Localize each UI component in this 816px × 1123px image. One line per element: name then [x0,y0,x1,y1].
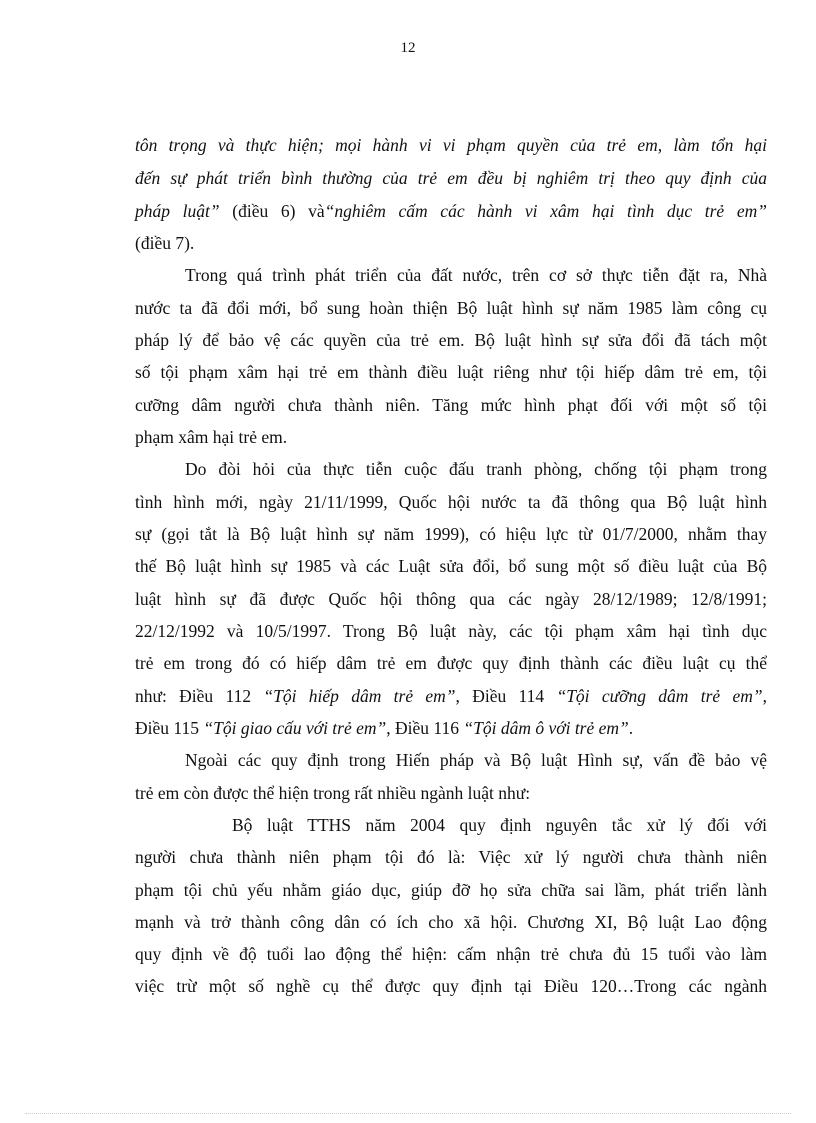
page-bottom-rule [25,1113,791,1114]
text-line [135,782,767,804]
text-line [185,749,767,771]
text-segment: Trong quá trình phát triển của đất nước, trên cơ sở thực tiễn đặt ra, Nhà [185,265,767,285]
text-segment: mạnh và trở thành công dân có ích cho xã hội. Chương XI, Bộ luật Lao động [135,912,767,932]
text-segment: (điều 6) và [219,201,325,221]
page-number: 12 [400,40,416,56]
text-segment: phạm tội chủ yếu nhằm giáo dục, giúp đỡ họ sửa chữa sai lầm, phát triển lành [135,880,767,900]
italic-text-segment: “Tội cưỡng dâm trẻ em” [556,686,763,706]
italic-text-segment: “Tội hiếp dâm trẻ em” [263,686,456,706]
italic-text-segment: đến sự phát triển bình thường của trẻ em đều bị nghiêm trị theo quy định của [135,168,767,188]
text-segment: như: Điều 112 [135,686,264,706]
text-segment: luật hình sự đã được Quốc hội thông qua các ngày 28/12/1989; 12/8/1991; [135,589,767,609]
italic-text-segment: pháp luật” [135,201,220,221]
text-line [135,911,767,933]
text-line [185,264,767,286]
text-line [135,361,767,383]
text-segment: Bộ luật TTHS năm 2004 quy định nguyên tắc xử lý đối với [232,815,767,835]
text-segment: , Điều 116 [386,718,464,738]
text-segment: phạm xâm hại trẻ em. [135,427,288,447]
italic-text-segment: “Tội dâm ô với trẻ em” [463,718,629,738]
text-line [135,329,767,351]
text-segment: (điều 7). [135,233,195,253]
text-line [135,685,767,707]
text-line [135,200,767,222]
text-segment: , Điều 114 [455,686,557,706]
text-segment: trẻ em còn được thể hiện trong rất nhiều ngành luật như: [135,783,531,803]
text-line [135,297,767,319]
italic-text-segment: “Tội giao cấu với trẻ em” [203,718,387,738]
text-segment: người chưa thành niên phạm tội đó là: Việc xử lý người chưa thành niên [135,847,767,867]
text-segment: cưỡng dâm người chưa thành niên. Tăng mức hình phạt đối với một số tội [135,395,767,415]
text-segment: 22/12/1992 và 10/5/1997. Trong Bộ luật này, các tội phạm xâm hại tình dục [135,621,767,641]
italic-text-segment: “nghiêm cấm các hành vi xâm hại tình dục trẻ em” [324,201,767,221]
text-line [232,814,767,836]
text-segment: số tội phạm xâm hại trẻ em thành điều luật riêng như tội hiếp dâm trẻ em, tội [135,362,767,382]
text-line [135,846,767,868]
text-line [135,232,767,254]
text-line [135,167,767,189]
text-line [135,975,767,997]
text-line [135,523,767,545]
text-line [135,620,767,642]
text-segment: pháp lý để bảo vệ các quyền của trẻ em. Bộ luật hình sự sửa đổi đã tách một [135,330,767,350]
text-segment: Điều 115 [135,718,204,738]
text-segment: thế Bộ luật hình sự 1985 và các Luật sửa đổi, bổ sung một số điều luật của Bộ [135,556,767,576]
text-line [135,717,767,739]
text-segment: tình hình mới, ngày 21/11/1999, Quốc hội nước ta đã thông qua Bộ luật hình [135,492,767,512]
text-segment: , [762,686,768,706]
text-line [135,491,767,513]
text-line [135,652,767,674]
text-line [135,879,767,901]
text-segment: . [628,718,634,738]
text-segment: việc trừ một số nghề cụ thể được quy định tại Điều 120…Trong các ngành [135,976,767,996]
text-line [135,394,767,416]
text-segment: quy định về độ tuổi lao động thể hiện: cấm nhận trẻ chưa đủ 15 tuổi vào làm [135,944,767,964]
text-line [135,588,767,610]
text-segment: nước ta đã đổi mới, bổ sung hoàn thiện Bộ luật hình sự năm 1985 làm công cụ [135,298,767,318]
text-segment: trẻ em trong đó có hiếp dâm trẻ em được quy định thành các điều luật cụ thể [135,653,767,673]
text-segment: Do đòi hỏi của thực tiễn cuộc đấu tranh phòng, chống tội phạm trong [185,459,767,479]
italic-text-segment: tôn trọng và thực hiện; mọi hành vi vi phạm quyền của trẻ em, làm tổn hại [135,135,767,155]
text-segment: sự (gọi tắt là Bộ luật hình sự năm 1999), có hiệu lực từ 01/7/2000, nhằm thay [135,524,767,544]
text-line [185,458,767,480]
text-line [135,555,767,577]
text-line [135,134,767,156]
text-line [135,943,767,965]
text-line [135,426,767,448]
text-segment: Ngoài các quy định trong Hiến pháp và Bộ luật Hình sự, vấn đề bảo vệ [185,750,767,770]
